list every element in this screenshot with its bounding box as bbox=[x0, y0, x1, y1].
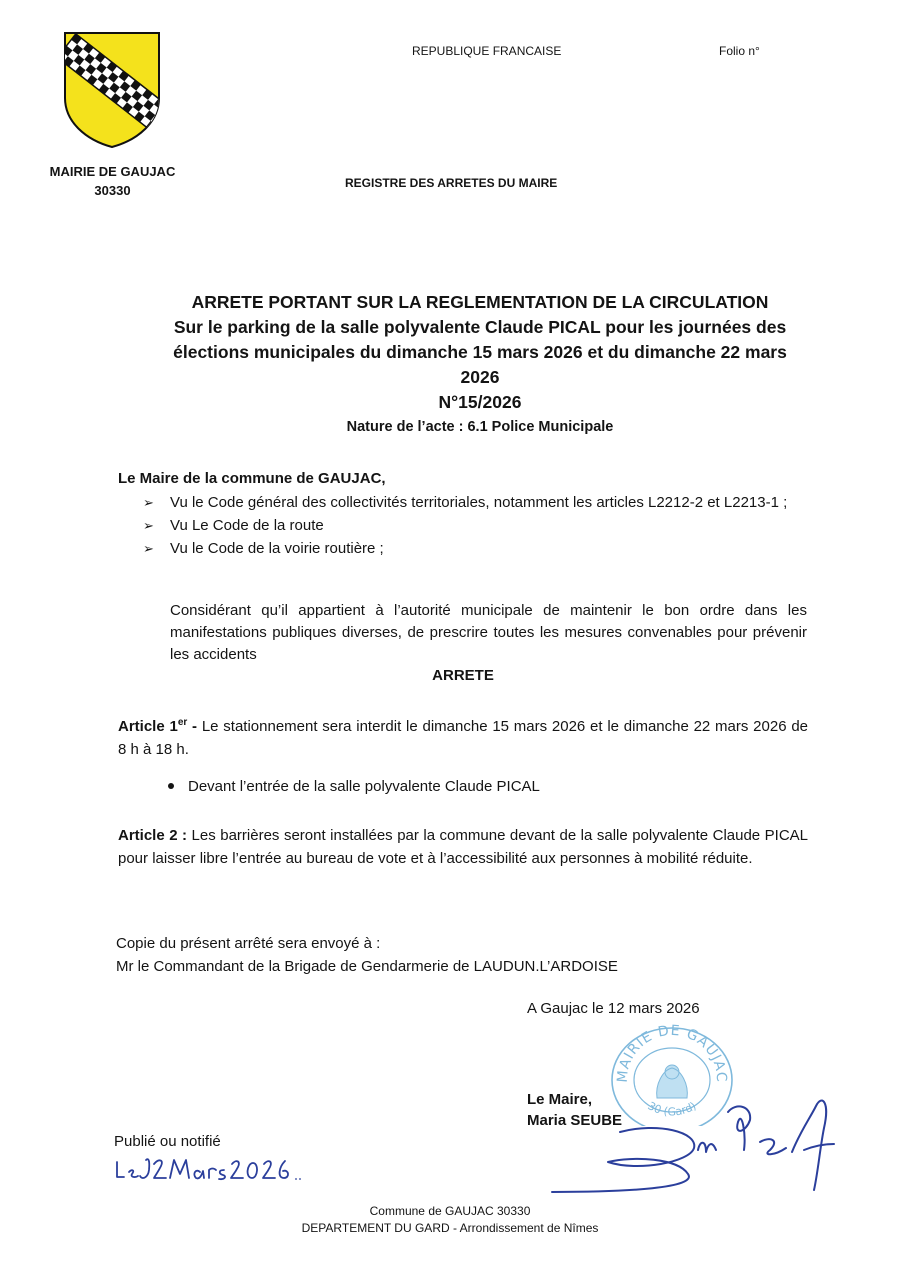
article-1-bullet bbox=[168, 778, 540, 795]
maire-commune-heading: Le Maire de la commune de GAUJAC, bbox=[118, 470, 386, 487]
article-2-text: Les barrières seront installées par la commune devant de la salle polyvalente Claude PICAL pour laisser libre l’entrée au bureau de vote et à l’accessibilité aux personnes à mobilité réduite. bbox=[118, 827, 809, 867]
vu-list bbox=[143, 491, 808, 560]
bullet-dot-icon bbox=[168, 783, 174, 789]
publication-label: Publié ou notifié bbox=[114, 1133, 221, 1150]
page-footer bbox=[150, 1203, 750, 1237]
article-1 bbox=[118, 711, 808, 761]
list-item bbox=[143, 537, 808, 560]
municipal-crest-logo bbox=[62, 30, 162, 150]
svg-text:30 (Gard): 30 (Gard) bbox=[645, 1099, 699, 1119]
article-1-label: Article 1 bbox=[118, 718, 178, 735]
handwritten-publication-date bbox=[114, 1150, 314, 1184]
copie-block bbox=[116, 932, 618, 978]
mairie-postcode: 30330 bbox=[94, 183, 131, 198]
title-line-2: Sur le parking de la salle polyvalente Claude PICAL pour les journées des bbox=[173, 317, 787, 337]
document-title-block bbox=[160, 290, 800, 438]
copie-line-2: Mr le Commandant de la Brigade de Gendarmerie de LAUDUN.L’ARDOISE bbox=[116, 958, 618, 975]
mairie-name bbox=[40, 162, 185, 200]
lieu-date: A Gaujac le 12 mars 2026 bbox=[527, 1000, 700, 1017]
arrow-bullet-icon: ➢ bbox=[143, 518, 154, 533]
arrete-number: N°15/2026 bbox=[438, 392, 522, 412]
signataire-role: Le Maire, bbox=[527, 1091, 593, 1108]
svg-text:MAIRIE DE GAUJAC: MAIRIE DE GAUJAC bbox=[614, 1022, 730, 1084]
article-1-text: Le stationnement sera interdit le dimanche 15 mars 2026 et le dimanche 22 mars 2026 de 8 h à 18 h. bbox=[118, 718, 808, 758]
title-line-4: 2026 bbox=[460, 367, 500, 387]
vu-item-text: Vu Le Code de la route bbox=[170, 517, 324, 534]
article-2 bbox=[118, 824, 808, 870]
article-1-dash: - bbox=[187, 718, 198, 735]
republique-heading: REPUBLIQUE FRANCAISE bbox=[412, 44, 562, 58]
vu-item-text: Vu le Code de la voirie routière ; bbox=[170, 540, 384, 557]
article-1-ordinal: er bbox=[177, 717, 188, 728]
list-item bbox=[143, 491, 808, 514]
vu-item-text: Vu le Code général des collectivités territoriales, notamment les articles L2212-2 et L2213-1 ; bbox=[170, 494, 788, 511]
list-item bbox=[143, 514, 808, 537]
arrow-bullet-icon: ➢ bbox=[143, 495, 154, 510]
arrete-heading: ARRETE bbox=[432, 667, 494, 684]
arrow-bullet-icon: ➢ bbox=[143, 541, 154, 556]
article-1-bullet-text: Devant l’entrée de la salle polyvalente Claude PICAL bbox=[188, 778, 540, 795]
acte-nature: Nature de l’acte : 6.1 Police Municipale bbox=[346, 419, 614, 435]
title-line-3: élections municipales du dimanche 15 mars 2026 et du dimanche 22 mars bbox=[173, 342, 787, 362]
mairie-name-line1: MAIRIE DE GAUJAC bbox=[49, 164, 176, 179]
handwritten-signature bbox=[548, 1092, 848, 1202]
footer-line-1: Commune de GAUJAC 30330 bbox=[369, 1204, 531, 1218]
signataire-name: Maria SEUBE bbox=[527, 1112, 623, 1129]
footer-line-2: DEPARTEMENT DU GARD - Arrondissement de Nîmes bbox=[301, 1221, 599, 1235]
considerant-paragraph: Considérant qu’il appartient à l’autorité municipale de maintenir le bon ordre dans les manifestations publiques diverses, de prescrire toutes les mesures convenables pour prévenir les accidents bbox=[170, 602, 807, 663]
title-line-1: ARRETE PORTANT SUR LA REGLEMENTATION DE LA CIRCULATION bbox=[191, 292, 769, 312]
article-2-label: Article 2 : bbox=[118, 827, 188, 844]
copie-line-1: Copie du présent arrêté sera envoyé à : bbox=[116, 935, 381, 952]
registre-heading: REGISTRE DES ARRETES DU MAIRE bbox=[345, 176, 558, 190]
folio-label: Folio n° bbox=[719, 44, 760, 58]
